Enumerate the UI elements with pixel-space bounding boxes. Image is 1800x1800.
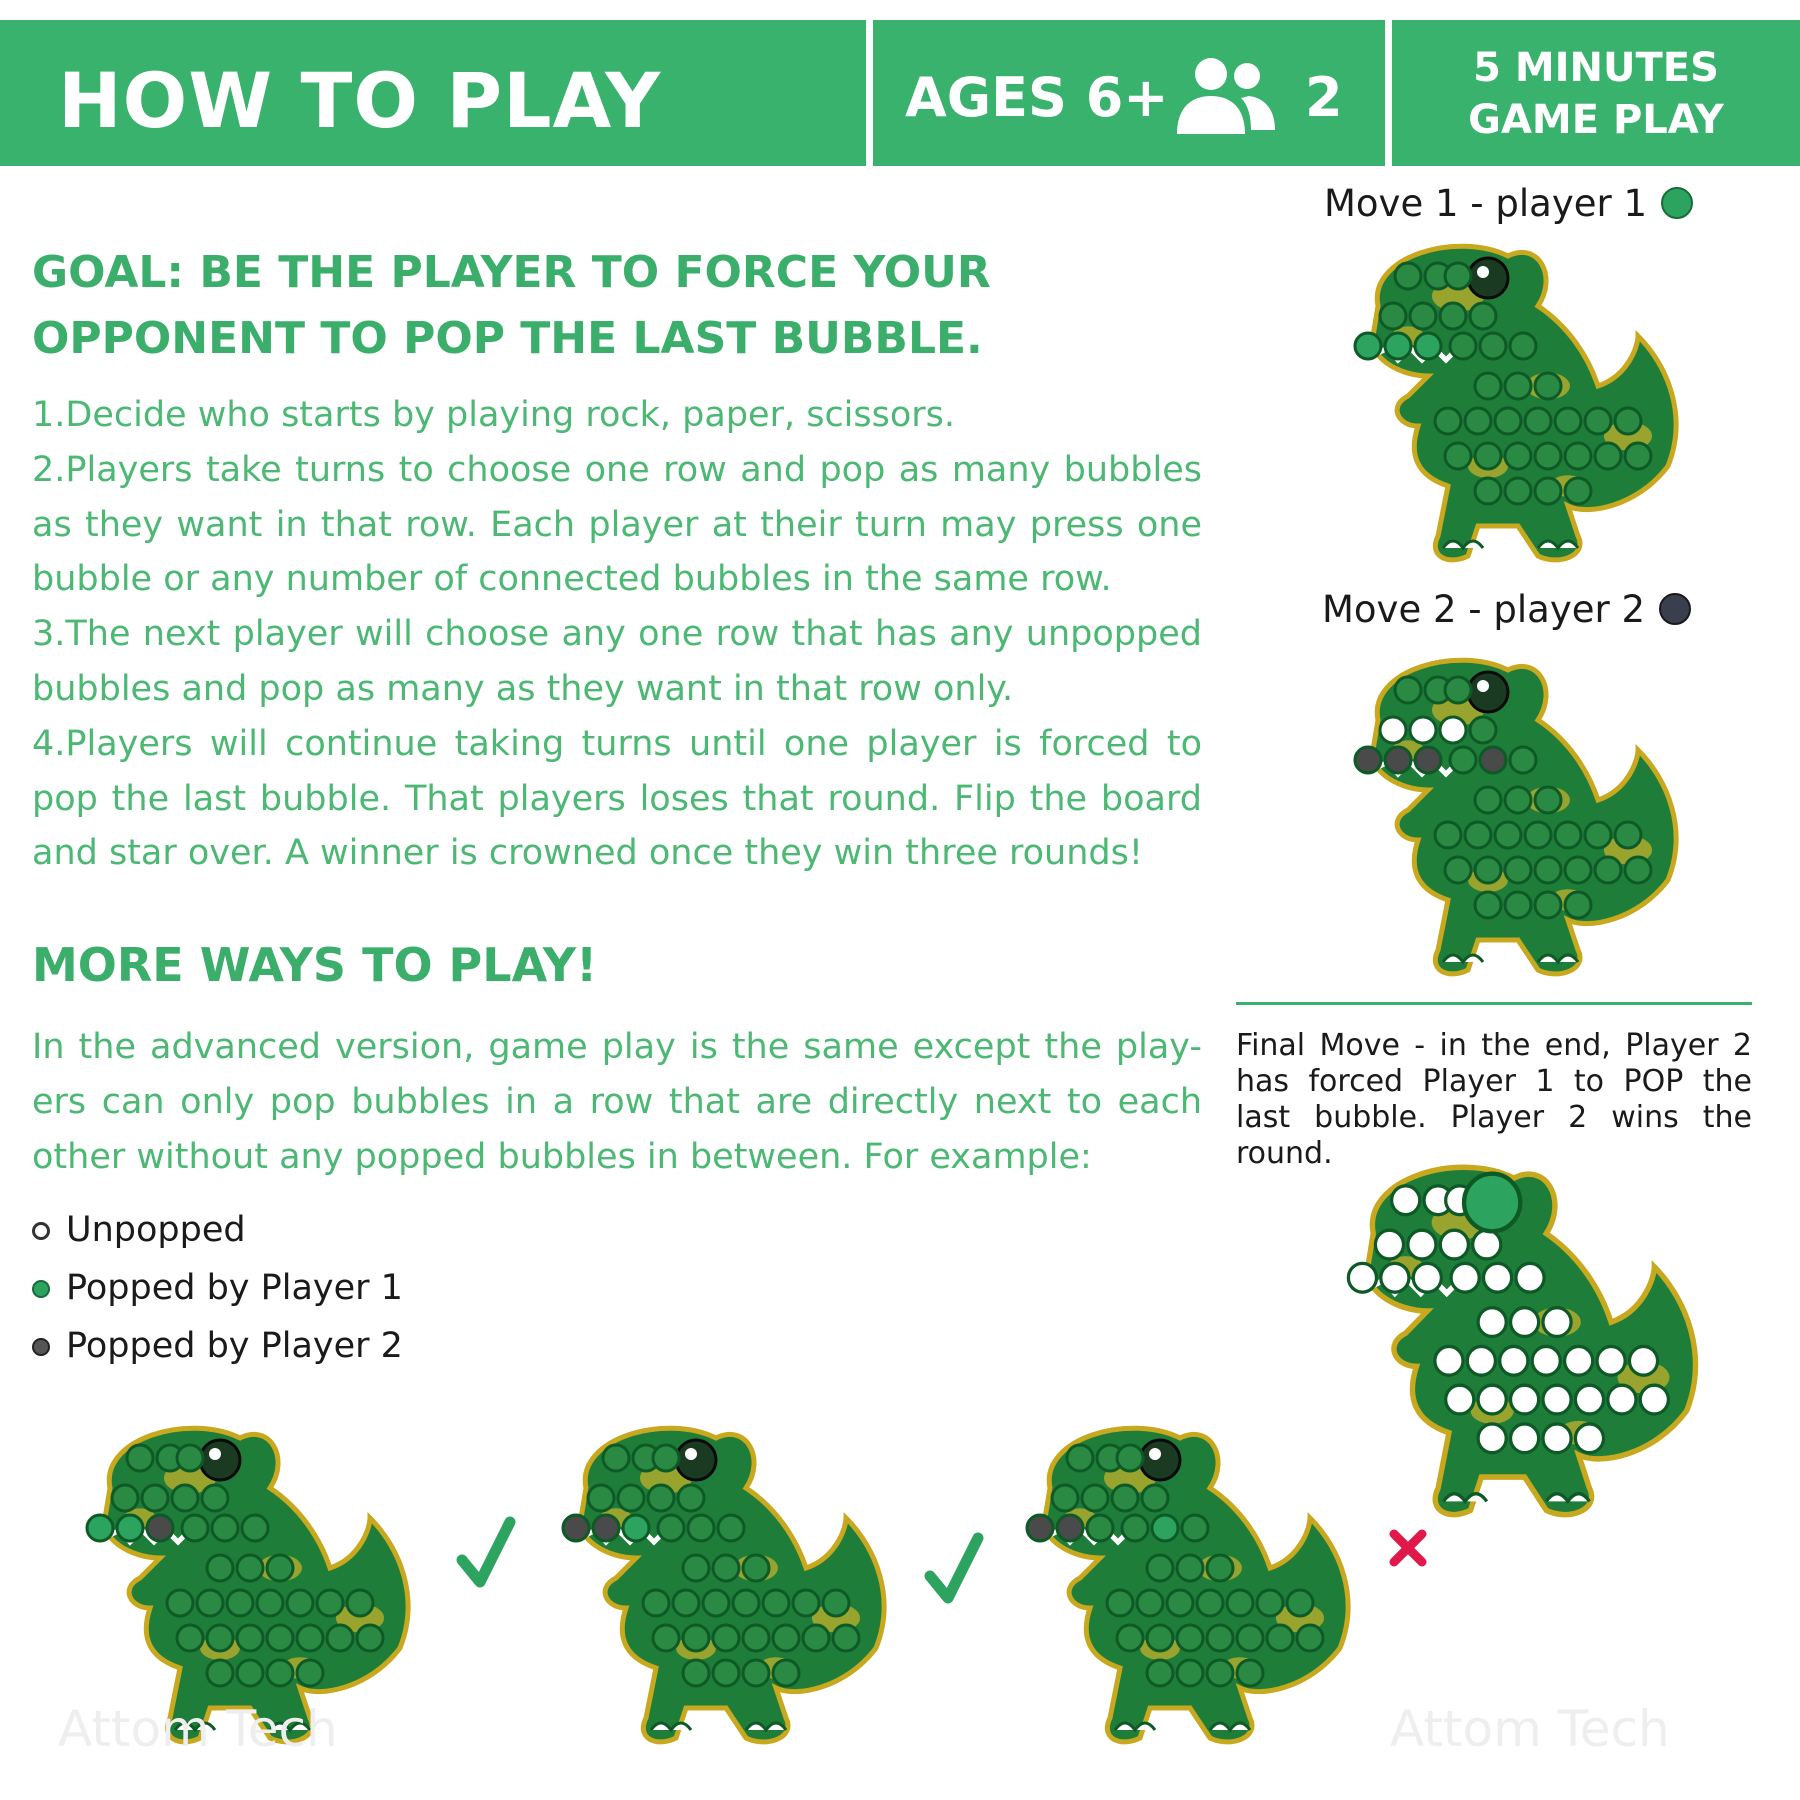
bubble xyxy=(1543,1424,1571,1453)
bubble xyxy=(713,1555,739,1581)
dino-board-move-1 xyxy=(1338,236,1708,572)
bubble xyxy=(297,1625,323,1651)
bubble xyxy=(1516,1263,1544,1292)
rule-item: 4.Players will continue taking turns until one player is forced to pop the last bubble. That players loses that round. Flip the board and star over. A winner is crowned once they win three rounds! xyxy=(32,723,1202,874)
bubble xyxy=(1505,373,1531,399)
bubble xyxy=(1435,822,1461,848)
bubble xyxy=(1237,1625,1263,1651)
bubble xyxy=(713,1660,739,1686)
bubble xyxy=(1451,1263,1479,1292)
bubble xyxy=(1510,333,1536,359)
bubble xyxy=(327,1625,353,1651)
bubble xyxy=(1392,1186,1420,1215)
bubble xyxy=(357,1625,383,1651)
bubble xyxy=(177,1445,203,1471)
players-count: 2 xyxy=(1305,66,1343,129)
bubble xyxy=(1177,1555,1203,1581)
goal-heading xyxy=(32,240,1032,372)
bubble xyxy=(1375,1230,1403,1259)
bubble xyxy=(1147,1660,1173,1686)
bubble xyxy=(1467,1346,1495,1375)
bubble xyxy=(1478,1308,1506,1337)
bubble xyxy=(1445,857,1471,883)
bubble xyxy=(1543,1385,1571,1414)
bubble xyxy=(1067,1445,1093,1471)
bubble xyxy=(1348,1263,1376,1292)
bubble xyxy=(1435,408,1461,434)
bubble xyxy=(1585,822,1611,848)
bubble xyxy=(1107,1590,1133,1616)
rule-item: 3.The next player will choose any one row that has any unpopped bubbles and pop as many as they want in that row only. xyxy=(32,614,1202,709)
check-icon xyxy=(456,1516,516,1592)
bubble xyxy=(1475,478,1501,504)
bubble xyxy=(1484,1263,1512,1292)
bubble xyxy=(242,1515,268,1541)
bubble xyxy=(1237,1660,1263,1686)
bubble xyxy=(1177,1625,1203,1651)
dino-board-example-3 xyxy=(1010,1418,1380,1754)
bubble xyxy=(1629,1346,1657,1375)
bubble xyxy=(1415,333,1441,359)
bubble xyxy=(1470,717,1496,743)
dark-dot-icon xyxy=(1659,593,1691,625)
bubble xyxy=(127,1445,153,1471)
bubble xyxy=(1440,717,1466,743)
bubble xyxy=(142,1485,168,1511)
header-players-banner xyxy=(873,20,1385,166)
bubble xyxy=(117,1515,143,1541)
bubble xyxy=(1535,478,1561,504)
bubble xyxy=(1446,1385,1474,1414)
bubble xyxy=(167,1590,193,1616)
bubble xyxy=(1595,857,1621,883)
bubble xyxy=(1535,857,1561,883)
bubble xyxy=(648,1485,674,1511)
bubble xyxy=(1478,1385,1506,1414)
bubble xyxy=(1505,478,1531,504)
bubble xyxy=(1495,822,1521,848)
bubble xyxy=(347,1590,373,1616)
bubble xyxy=(1380,717,1406,743)
bubble xyxy=(1505,857,1531,883)
bubble xyxy=(1395,677,1421,703)
bubble xyxy=(1197,1590,1223,1616)
bubble xyxy=(773,1660,799,1686)
bubble xyxy=(1297,1625,1323,1651)
header-duration-banner xyxy=(1392,20,1800,166)
bubble xyxy=(1147,1555,1173,1581)
green-dot-icon xyxy=(32,1280,50,1298)
bubble xyxy=(773,1625,799,1651)
dark-dot-icon xyxy=(32,1338,50,1356)
bubble xyxy=(1415,747,1441,773)
bubble xyxy=(237,1625,263,1651)
green-dot-icon xyxy=(1661,187,1693,219)
bubble xyxy=(618,1485,644,1511)
bubble xyxy=(212,1515,238,1541)
bubble xyxy=(267,1555,293,1581)
bubble xyxy=(678,1485,704,1511)
bubble xyxy=(1395,263,1421,289)
age-rating: AGES 6+ xyxy=(905,66,1169,129)
bubble xyxy=(172,1485,198,1511)
move-2-text: Move 2 - player 2 xyxy=(1322,588,1646,631)
bubble xyxy=(197,1590,223,1616)
bubble xyxy=(1435,1346,1463,1375)
bubble xyxy=(1267,1625,1293,1651)
bubble xyxy=(1543,1308,1571,1337)
bubble xyxy=(1625,857,1651,883)
bubble xyxy=(177,1625,203,1651)
bubble xyxy=(1440,1230,1468,1259)
bubble xyxy=(658,1515,684,1541)
rule-item: 2.Players take turns to choose one row and pop as many bubbles as they want in that row. Each player at their turn may press one bubble or any number of connected bubbles in the same row. xyxy=(32,449,1202,600)
bubble xyxy=(1147,1625,1173,1651)
bubble xyxy=(683,1625,709,1651)
bubble xyxy=(1408,1230,1436,1259)
bubble xyxy=(1475,892,1501,918)
last-bubble xyxy=(1464,1174,1520,1232)
bubble xyxy=(1640,1385,1668,1414)
bubble xyxy=(803,1625,829,1651)
legend-label: Popped by Player 1 xyxy=(66,1268,403,1308)
bubble xyxy=(202,1485,228,1511)
bubble xyxy=(1152,1515,1178,1541)
watermark: Attom Tech xyxy=(1390,1700,1670,1758)
bubble xyxy=(1480,747,1506,773)
bubble xyxy=(1565,857,1591,883)
bubble xyxy=(743,1625,769,1651)
bubble xyxy=(713,1625,739,1651)
bubble xyxy=(1177,1660,1203,1686)
more-ways-text: In the advanced version, game play is the same except the play-ers can only pop bubbles in a row that are directly next to each other without any popped bubbles in between. For example: xyxy=(32,1027,1202,1177)
bubble xyxy=(1510,747,1536,773)
bubble xyxy=(733,1590,759,1616)
bubble xyxy=(1475,373,1501,399)
bubble xyxy=(1473,1230,1501,1259)
bubble xyxy=(1385,747,1411,773)
rule-item: 1.Decide who starts by playing rock, paper, scissors. xyxy=(32,395,956,435)
bubble xyxy=(1511,1385,1539,1414)
bubble xyxy=(1381,1263,1409,1292)
bubble xyxy=(743,1660,769,1686)
divider xyxy=(1236,1002,1752,1005)
bubble xyxy=(1450,747,1476,773)
bubble xyxy=(1410,303,1436,329)
header-title-banner xyxy=(0,20,866,166)
bubble xyxy=(793,1590,819,1616)
legend-label: Unpopped xyxy=(66,1210,246,1250)
game-duration xyxy=(1392,42,1800,146)
final-move-text: Final Move - in the end, Player 2 has forced Player 1 to POP the last bubble. Player 2 wins the round. xyxy=(1236,1028,1752,1171)
bubble xyxy=(1445,677,1471,703)
bubble xyxy=(1413,1263,1441,1292)
more-ways-heading: MORE WAYS TO PLAY! xyxy=(32,938,598,992)
bubble xyxy=(1207,1555,1233,1581)
bubble xyxy=(1535,892,1561,918)
bubble xyxy=(237,1660,263,1686)
goal-line-1: GOAL: BE THE PLAYER TO FORCE YOUR xyxy=(32,247,991,298)
bubble xyxy=(763,1590,789,1616)
watermark: Attom Tech xyxy=(58,1700,338,1758)
bubble xyxy=(1450,333,1476,359)
bubble xyxy=(688,1515,714,1541)
move-1-label xyxy=(1324,182,1693,225)
bubble xyxy=(1440,303,1466,329)
bubble xyxy=(207,1625,233,1651)
bubble xyxy=(297,1660,323,1686)
people-icon xyxy=(1169,56,1279,136)
bubble xyxy=(1608,1385,1636,1414)
bubble xyxy=(1385,333,1411,359)
bubble xyxy=(1182,1515,1208,1541)
bubble xyxy=(1595,443,1621,469)
bubble xyxy=(1625,443,1651,469)
bubble xyxy=(112,1485,138,1511)
bubble xyxy=(833,1625,859,1651)
bubble xyxy=(257,1590,283,1616)
bubble xyxy=(1142,1485,1168,1511)
bubble xyxy=(653,1625,679,1651)
bubble xyxy=(1500,1346,1528,1375)
bubble xyxy=(1565,478,1591,504)
legend-label: Popped by Player 2 xyxy=(66,1326,403,1366)
cross-icon xyxy=(1388,1528,1428,1568)
unpopped-circle-icon xyxy=(32,1222,50,1240)
bubble xyxy=(1532,1346,1560,1375)
bubble xyxy=(703,1590,729,1616)
bubble xyxy=(182,1515,208,1541)
bubble xyxy=(1227,1590,1253,1616)
bubble xyxy=(1505,892,1531,918)
bubble xyxy=(1445,443,1471,469)
check-icon xyxy=(924,1532,984,1608)
bubble xyxy=(1615,408,1641,434)
goal-line-2: OPPONENT TO POP THE LAST BUBBLE. xyxy=(32,313,983,364)
bubble xyxy=(267,1625,293,1651)
bubble xyxy=(653,1445,679,1471)
bubble xyxy=(1555,408,1581,434)
bubble xyxy=(1555,822,1581,848)
bubble xyxy=(1575,1385,1603,1414)
bubble xyxy=(1525,822,1551,848)
bubble xyxy=(1355,747,1381,773)
duration-line-2: GAME PLAY xyxy=(1468,97,1724,143)
bubble xyxy=(1565,1346,1593,1375)
bubble xyxy=(1117,1445,1143,1471)
bubble xyxy=(1615,822,1641,848)
bubble xyxy=(1027,1515,1053,1541)
bubble xyxy=(1575,1424,1603,1453)
bubble xyxy=(1410,717,1436,743)
bubble xyxy=(588,1485,614,1511)
bubble xyxy=(593,1515,619,1541)
dino-board-move-2 xyxy=(1338,650,1708,986)
bubble xyxy=(683,1660,709,1686)
move-2-label xyxy=(1322,588,1691,631)
bubble xyxy=(1505,787,1531,813)
bubble xyxy=(1445,263,1471,289)
bubble xyxy=(1470,303,1496,329)
bubble xyxy=(1117,1625,1143,1651)
bubble xyxy=(1475,787,1501,813)
dino-board-final xyxy=(1330,1156,1730,1528)
page-title: HOW TO PLAY xyxy=(58,56,662,145)
bubble xyxy=(1597,1346,1625,1375)
duration-line-1: 5 MINUTES xyxy=(1473,45,1719,91)
bubble xyxy=(1087,1515,1113,1541)
bubble xyxy=(207,1660,233,1686)
bubble xyxy=(1287,1590,1313,1616)
bubble xyxy=(1505,443,1531,469)
bubble xyxy=(603,1445,629,1471)
bubble xyxy=(1167,1590,1193,1616)
bubble xyxy=(683,1555,709,1581)
dino-board-example-2 xyxy=(546,1418,916,1754)
bubble xyxy=(1137,1590,1163,1616)
bubble xyxy=(1355,333,1381,359)
bubble xyxy=(1535,443,1561,469)
bubble xyxy=(1257,1590,1283,1616)
bubble xyxy=(207,1555,233,1581)
bubble xyxy=(1475,443,1501,469)
bubble xyxy=(87,1515,113,1541)
bubble xyxy=(623,1515,649,1541)
bubble xyxy=(1475,857,1501,883)
rules-list xyxy=(32,388,1202,881)
bubble xyxy=(1495,408,1521,434)
bubble xyxy=(1207,1660,1233,1686)
bubble xyxy=(287,1590,313,1616)
bubble xyxy=(673,1590,699,1616)
bubble xyxy=(1122,1515,1148,1541)
bubble xyxy=(147,1515,173,1541)
bubble xyxy=(1565,443,1591,469)
bubble xyxy=(643,1590,669,1616)
bubble xyxy=(743,1555,769,1581)
move-1-text: Move 1 - player 1 xyxy=(1324,182,1648,225)
bubble xyxy=(1480,333,1506,359)
bubble xyxy=(1082,1485,1108,1511)
bubble xyxy=(227,1590,253,1616)
bubble xyxy=(1511,1424,1539,1453)
bubble xyxy=(718,1515,744,1541)
bubble xyxy=(1057,1515,1083,1541)
bubble xyxy=(1535,787,1561,813)
bubble xyxy=(237,1555,263,1581)
bubble xyxy=(1380,303,1406,329)
bubble xyxy=(1525,408,1551,434)
bubble xyxy=(1478,1424,1506,1453)
bubble xyxy=(1465,408,1491,434)
bubble xyxy=(1535,373,1561,399)
bubble xyxy=(1207,1625,1233,1651)
bubble xyxy=(1112,1485,1138,1511)
bubble xyxy=(1465,822,1491,848)
bubble xyxy=(1052,1485,1078,1511)
bubble xyxy=(563,1515,589,1541)
bubble xyxy=(1585,408,1611,434)
bubble xyxy=(267,1660,293,1686)
bubble xyxy=(1511,1308,1539,1337)
bubble xyxy=(317,1590,343,1616)
bubble xyxy=(1565,892,1591,918)
bubble xyxy=(823,1590,849,1616)
